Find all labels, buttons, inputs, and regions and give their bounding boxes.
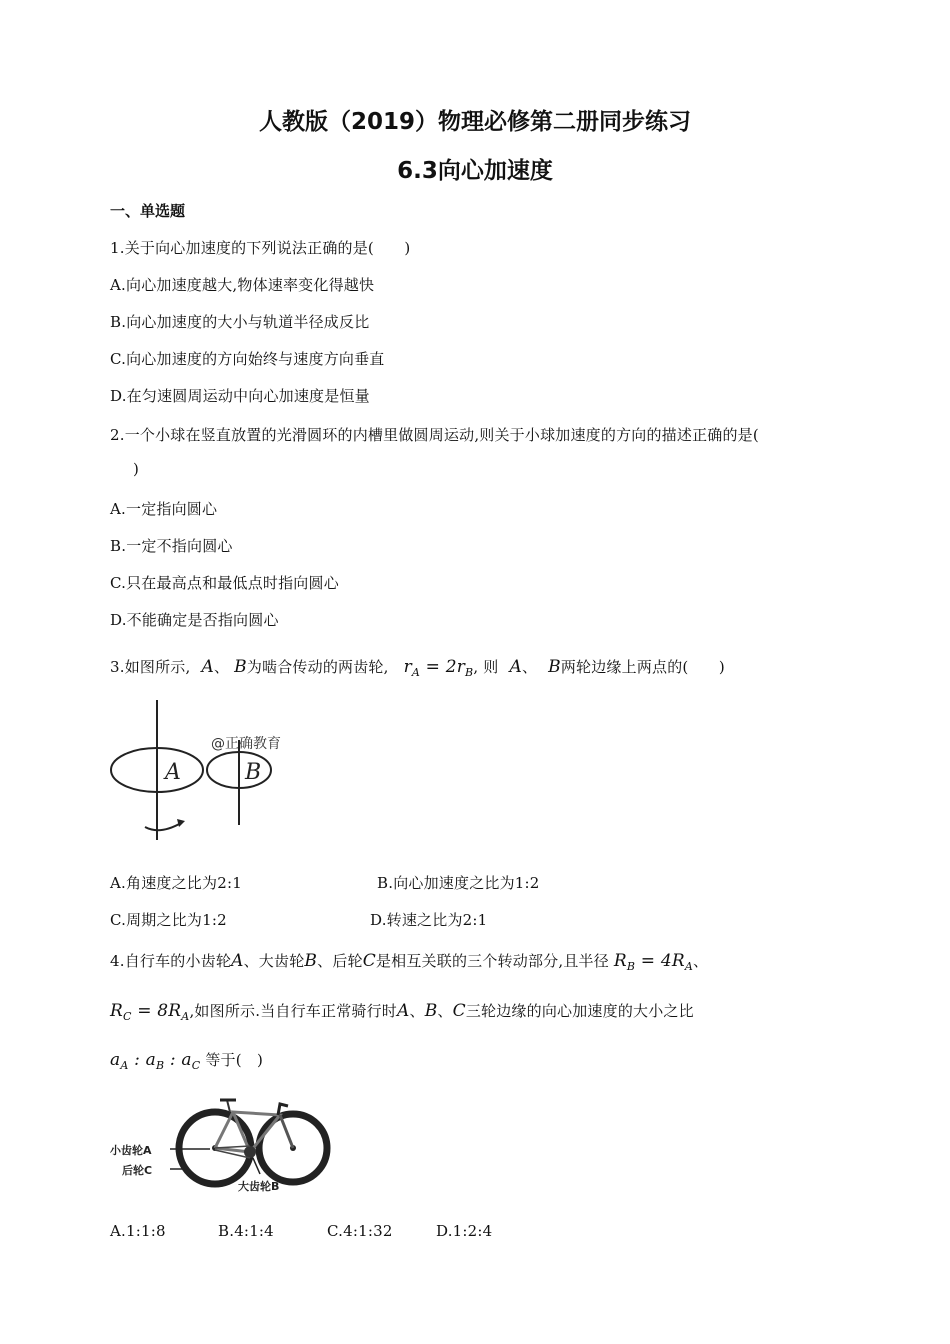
q4-r3-sub: C — [191, 1059, 201, 1072]
gear-a-label: A — [165, 760, 181, 785]
q3-option-c: C.周期之比为1:2 — [110, 911, 227, 929]
q1-stem: 1.关于向心加速度的下列说法正确的是( ) — [110, 239, 411, 257]
q3-formula-eq: = 2r — [420, 657, 466, 677]
q3-option-d: D.转速之比为2:1 — [370, 911, 488, 929]
q3-var-a: A — [201, 657, 214, 677]
q3-formula-r: r — [403, 657, 412, 677]
q4-t7: 等于( ) — [205, 1051, 264, 1069]
q3-mid: 为啮合传动的两齿轮, — [246, 658, 389, 676]
q4-stem-line2 — [110, 1000, 694, 1023]
q4-var-b2: B — [424, 1001, 438, 1021]
q4-f2: R — [110, 1001, 123, 1021]
q2-stem: 2.一个小球在竖直放置的光滑圆环的内槽里做圆周运动,则关于小球加速度的方向的描述正确的是( — [110, 426, 759, 444]
q4-r3: a — [181, 1050, 192, 1070]
page-subtitle: 6.3向心加速度 — [397, 158, 553, 184]
page-title: 人教版（2019）物理必修第二册同步练习 — [258, 109, 691, 135]
q1-option-a: A.向心加速度越大,物体速率变化得越快 — [110, 276, 375, 294]
q4-t5: ,如图所示.当自行车正常骑行时 — [189, 1002, 397, 1020]
q3-option-b: B.向心加速度之比为1:2 — [377, 874, 540, 892]
q3-prefix: 3.如图所示, — [110, 658, 191, 676]
q2-option-b: B.一定不指向圆心 — [110, 537, 233, 555]
q4-t3: 是相互关联的三个转动部分,且半径 — [375, 952, 609, 970]
q4-s1: 、 — [409, 1002, 425, 1020]
q2-stem-cont: ) — [133, 460, 140, 478]
q4-t2: 、后轮 — [317, 952, 363, 970]
q4-s2: 、 — [437, 1002, 453, 1020]
gear-b-label: B — [245, 760, 262, 785]
q4-option-a: A.1:1:8 — [110, 1222, 166, 1240]
q4-t1: 、大齿轮 — [243, 952, 305, 970]
q4-f1-sub2: A — [684, 960, 694, 973]
q4-colon1: : — [128, 1050, 146, 1070]
q3-formula-sub-b: B — [465, 666, 474, 679]
q4-formula-rc — [110, 1001, 189, 1021]
q3-formula — [404, 657, 474, 677]
q4-var-c2: C — [452, 1001, 466, 1021]
bicycle-figure — [110, 1090, 335, 1200]
fork — [280, 1115, 293, 1148]
q3-end: 两轮边缘上两点的( ) — [560, 658, 725, 676]
q4-f2-sub: C — [123, 1010, 132, 1023]
q4-var-a2: A — [397, 1001, 410, 1021]
label-rear-wheel: 后轮C — [122, 1164, 153, 1177]
q4-f1: R — [613, 951, 627, 971]
q4-f1-sub: B — [626, 960, 636, 973]
q4-var-a: A — [231, 951, 244, 971]
q4-r1: a — [110, 1050, 121, 1070]
q1-option-c: C.向心加速度的方向始终与速度方向垂直 — [110, 350, 385, 368]
rotation-arrow — [145, 823, 181, 830]
q4-stem-line3 — [110, 1049, 263, 1072]
q4-ratio — [110, 1050, 200, 1070]
big-chainring — [244, 1146, 256, 1158]
q3-sep2: 、 — [521, 658, 538, 676]
q4-var-b: B — [304, 951, 318, 971]
q4-option-b: B.4:1:4 — [218, 1222, 274, 1240]
q3-then: , 则 — [473, 658, 499, 676]
q4-formula-rb — [614, 951, 693, 971]
q3-stem — [110, 656, 725, 679]
q4-colon2: : — [164, 1050, 182, 1070]
section-heading: 一、单选题 — [110, 202, 186, 220]
rotation-arrowhead — [177, 819, 185, 827]
q4-r2-sub: B — [155, 1059, 165, 1072]
q4-prefix: 4.自行车的小齿轮 — [110, 952, 232, 970]
q1-option-b: B.向心加速度的大小与轨道半径成反比 — [110, 313, 370, 331]
q3-var-b: B — [234, 657, 247, 677]
q4-option-d: D.1:2:4 — [436, 1222, 493, 1240]
q2-option-c: C.只在最高点和最低点时指向圆心 — [110, 574, 339, 592]
q4-stem-line1 — [110, 950, 708, 973]
q4-f1-eq: = 4R — [635, 951, 685, 971]
label-big-gear: 大齿轮B — [238, 1180, 280, 1193]
label-small-gear: 小齿轮A — [110, 1144, 152, 1157]
q2-option-a: A.一定指向圆心 — [110, 500, 218, 518]
q1-option-d: D.在匀速圆周运动中向心加速度是恒量 — [110, 387, 370, 405]
q2-option-d: D.不能确定是否指向圆心 — [110, 611, 279, 629]
seat-stay — [215, 1112, 233, 1148]
gears-figure — [105, 695, 295, 850]
seat-post — [227, 1100, 230, 1112]
q3-formula-sub-a: A — [411, 666, 421, 679]
q4-t4: 、 — [693, 952, 709, 970]
q4-r2: a — [145, 1050, 156, 1070]
q3-var-b2: B — [548, 657, 561, 677]
q3-sep: 、 — [213, 658, 230, 676]
q4-var-c: C — [362, 951, 376, 971]
q3-var-a2: A — [509, 657, 522, 677]
figure-watermark: @正确教育 — [211, 736, 281, 752]
q4-r1-sub: A — [120, 1059, 129, 1072]
q4-t6: 三轮边缘的向心加速度的大小之比 — [465, 1002, 694, 1020]
q3-option-a: A.角速度之比为2:1 — [110, 874, 242, 892]
q4-f2-sub2: A — [181, 1010, 190, 1023]
q4-option-c: C.4:1:32 — [327, 1222, 393, 1240]
q4-f2-eq: = 8R — [131, 1001, 182, 1021]
